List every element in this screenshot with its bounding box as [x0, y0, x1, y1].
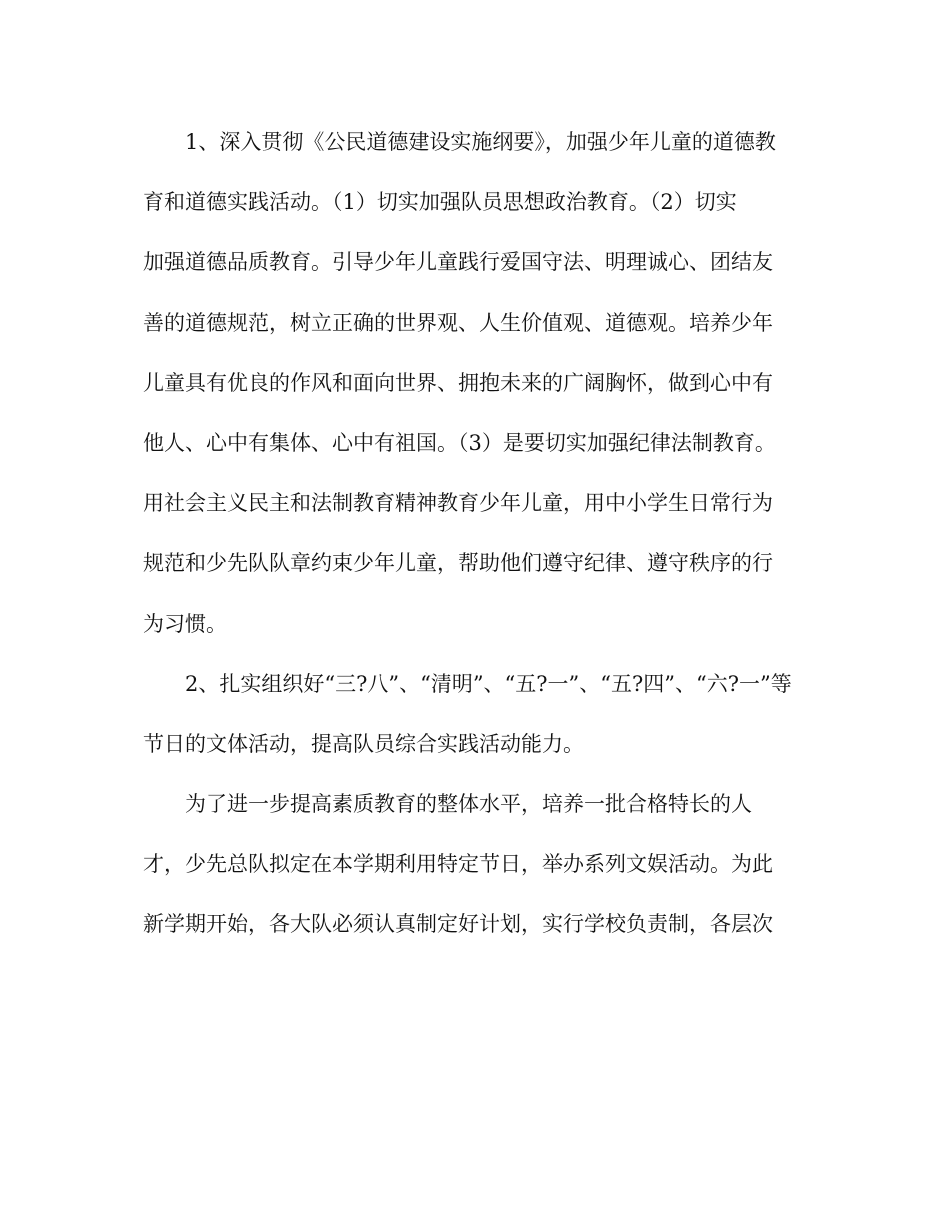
- paragraph-1-line-4: 善的道德规范，树立正确的世界观、人生价值观、道德观。培养少年: [143, 310, 773, 335]
- paragraph-1-line-6: 他人、心中有集体、心中有祖国。（3）是要切实加强纪律法制教育。: [143, 430, 776, 455]
- paragraph-1-line-3: 加强道德品质教育。引导少年儿童践行爱国守法、明理诚心、团结友: [143, 250, 773, 275]
- paragraph-1-line-5: 儿童具有优良的作风和面向世界、拥抱未来的广阔胸怀，做到心中有: [143, 370, 773, 395]
- document-body: [143, 120, 808, 963]
- paragraph-3-line-1: 为了进一步提高素质教育的整体水平，培养一批合格特长的人: [185, 792, 752, 817]
- paragraph-1-line-8: 规范和少先队队章约束少年儿童，帮助他们遵守纪律、遵守秩序的行: [143, 551, 773, 576]
- paragraph-1-line-7: 用社会主义民主和法制教育精神教育少年儿童，用中小学生日常行为: [143, 491, 773, 516]
- paragraph-1-line-1: 1、深入贯彻《公民道德建设实施纲要》，加强少年儿童的道德教: [185, 130, 776, 154]
- paragraph-3-line-2: 才，少先总队拟定在本学期利用特定节日，举办系列文娱活动。为此: [143, 852, 773, 877]
- paragraph-1-line-9: 为习惯。: [143, 611, 227, 636]
- paragraph-2-line-1: 2、扎实组织好“三?八”、“清明”、“五?一”、“五?四”、“六?一”等: [185, 671, 792, 696]
- paragraph-3-line-3: 新学期开始，各大队必须认真制定好计划，实行学校负责制，各层次: [143, 912, 773, 937]
- paragraph-1-line-2: 育和道德实践活动。（1）切实加强队员思想政治教育。（2）切实: [143, 190, 737, 215]
- paragraph-2-line-2: 节日的文体活动，提高队员综合实践活动能力。: [143, 731, 584, 756]
